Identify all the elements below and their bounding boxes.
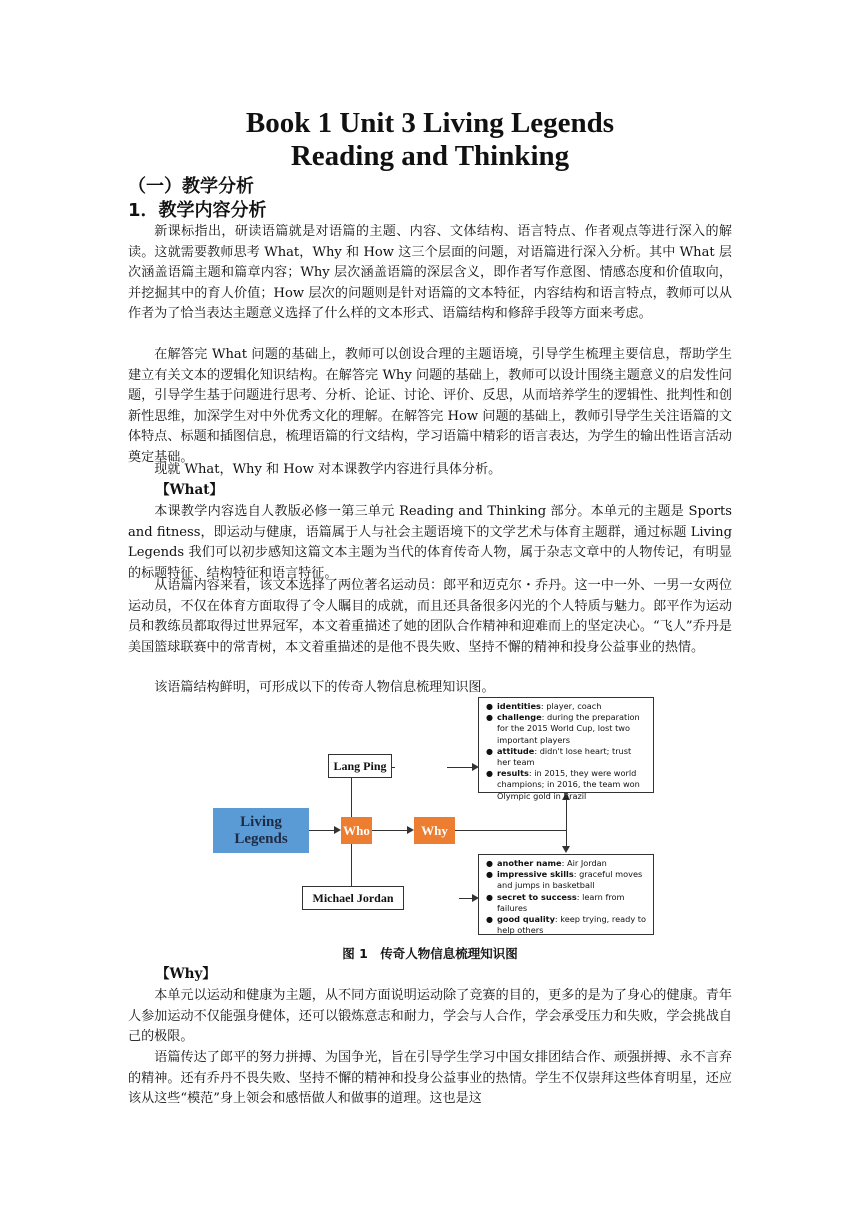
lang-ping-box: Lang Ping <box>328 754 392 778</box>
michael-jordan-box: Michael Jordan <box>302 886 404 910</box>
what-paragraph-2: 从语篇内容来看，该文本选择了两位著名运动员：郎平和迈克尔・乔丹。这一中一外、一男一女两位运动员，不仅在体育方面取得了令人瞩目的成就，而且还具备很多闪光的个人特质与魅力。郎平作为运动员和教练员都取得过世界冠军，本文着重描述了她的团队合作精神和迎难而上的坚定决心。“飞人”乔丹是美国篮球联赛中的常青树，本文着重描述的是他不畏失败、坚持不懈的精神和投身公益事业的热情。 <box>128 578 732 655</box>
info-item: ● good quality: keep trying, ready to help others <box>497 914 647 936</box>
intro-paragraph-1: 新课标指出，研读语篇就是对语篇的主题、内容、文体结构、语言特点、作者观点等进行深入的解读。这就需要教师思考 What，Why 和 How 这三个层面的问题，对语篇进行深入分析。其中 What 层次涵盖语篇主题和篇章内容；Why 层次涵盖语篇的深层含义，即作者写作意图、情感态度和价值取向，并挖掘其中的育人价值；How 层次的问题则是针对语篇的文本特征，内容结构和语言特点，教师可以从作者为了恰当表达主题意义选择了什么样的文本形式、语篇结构和修辞手段等方面来考虑。 <box>128 224 733 322</box>
why-paragraph-2: 语篇传达了郎平的努力拼搏、为国争光，旨在引导学生学习中国女排团结合作、顽强拼搏、永不言弃的精神。还有乔丹不畏失败、坚持不懈的精神和投身公益事业的热情。学生不仅崇拜这些体育明星，还应该从这些“模范”身上领会和感悟做人和做事的道理。这也是这 <box>128 1050 732 1107</box>
info-item: ● identities: player, coach <box>497 701 647 712</box>
langping-to-info-line <box>447 767 473 768</box>
jordan-to-info-line <box>459 898 473 899</box>
info-item: ● another name: Air Jordan <box>497 858 647 869</box>
why-box: Why <box>414 817 455 844</box>
arrow-to-who <box>334 826 341 834</box>
section-heading: （一）教学分析 <box>128 176 254 197</box>
what-tag: 【What】 <box>156 482 223 498</box>
intro-paragraph-2: 在解答完 What 问题的基础上，教师可以创设合理的主题语境，引导学生梳理主要信息，帮助学生建立有关文本的逻辑化知识结构。在解答完 Why 问题的基础上，教师可以设计围绕主题意义的启发性问题，引导学生基于问题进行思考、分析、论证、讨论、评价、反思，从而培养学生的逻辑性、批判性和创新性思维，加深学生对中外优秀文化的理解。在解答完 How 问题的基础上，教师引导学生关注语篇的文体特点、标题和插图信息，梳理语篇的行文结构，学习语篇中精彩的语言表达，为学生的输出性语言活动奠定基础。 <box>128 347 732 465</box>
title-line-1: Book 1 Unit 3 Living Legends <box>245 107 615 139</box>
info-vertical-line <box>566 799 567 847</box>
living-legends-box: Living Legends <box>213 808 309 853</box>
jordan-info-box <box>478 854 654 935</box>
what-paragraph-3: 该语篇结构鲜明，可形成以下的传奇人物信息梳理知识图。 <box>154 680 495 695</box>
arrow-down-to-jordan-info <box>562 846 570 853</box>
info-item: ● secret to success: learn from failures <box>497 892 647 914</box>
legends-knowledge-map <box>210 694 656 940</box>
info-item: ● results: in 2015, they were world champions; in 2016, the team won Olympic gold in Brazil <box>497 768 647 802</box>
info-item: ● attitude: didn't lose heart; trust her team <box>497 746 647 768</box>
what-paragraph-1: 本课教学内容选自人教版必修一第三单元 Reading and Thinking 部分。本单元的主题是 Sports and fitness，即运动与健康，语篇属于人与社会主题语境下的文学艺术与体育主题群，通过标题 Living Legends 我们可以初步感知这篇文本主题为当代的体育传奇人物，属于杂志文章中的人物传记，有明显的标题特征、结构特征和语言特征。 <box>128 504 732 581</box>
figure-caption: 图 1 传奇人物信息梳理知识图 <box>342 946 518 961</box>
legends-to-who-line <box>309 830 335 831</box>
title-line-2: Reading and Thinking <box>290 140 570 172</box>
why-to-info-line <box>455 830 567 831</box>
info-item: ● challenge: during the preparation for the 2015 World Cup, lost two important players <box>497 712 647 746</box>
arrow-to-why <box>407 826 414 834</box>
why-paragraph-1: 本单元以运动和健康为主题，从不同方面说明运动除了竞赛的目的，更多的是为了身心的健康。青年人参加运动不仅能强身健体，还可以锻炼意志和耐力，学会与人合作，学会承受压力和失败，学会挑战自己的极限。 <box>128 988 732 1045</box>
subsection-heading: 1．教学内容分析 <box>128 200 267 221</box>
who-box: Who <box>341 817 372 844</box>
who-to-why-line <box>372 830 408 831</box>
why-tag: 【Why】 <box>156 966 216 982</box>
info-item: ● impressive skills: graceful moves and jumps in basketball <box>497 869 647 891</box>
lang-ping-info-box <box>478 697 654 801</box>
intro-paragraph-3: 现就 What，Why 和 How 对本课教学内容进行具体分析。 <box>154 462 502 477</box>
